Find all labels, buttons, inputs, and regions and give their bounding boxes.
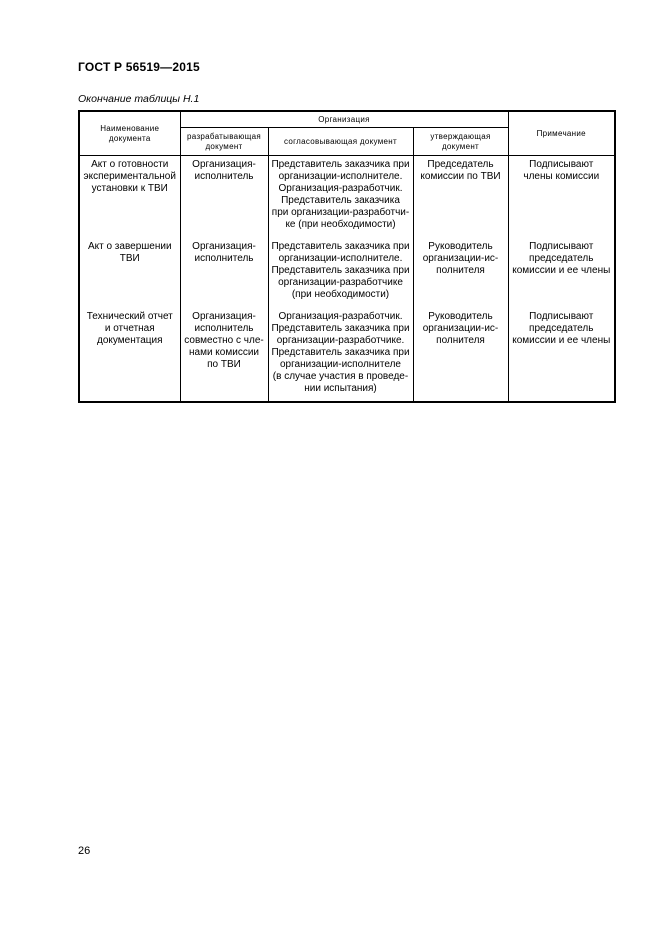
cell-doc-name: Акт о готовности экспериментальной установки к ТВИ: [79, 156, 180, 240]
table-row: [79, 309, 615, 402]
cell-developing: Организация- исполнитель: [180, 239, 268, 309]
cell-developing: Организация- исполнитель совместно с чле- нами комиссии по ТВИ: [180, 309, 268, 402]
cell-doc-name: Технический отчет и отчетная документация: [79, 309, 180, 402]
table-container: [78, 110, 614, 403]
header-developing: разрабатывающая документ: [180, 128, 268, 156]
cell-agreeing: Организация-разработчик. Представитель заказчика при организации-разработчике. Представитель заказчика при организации-исполнителе (в случае участия в проведе- нии испытания): [268, 309, 413, 402]
cell-doc-name: Акт о завершении ТВИ: [79, 239, 180, 309]
table-row: [79, 239, 615, 309]
cell-agreeing: Представитель заказчика при организации-исполнителе. Представитель заказчика при организации-разработчике (при необходимости): [268, 239, 413, 309]
header-organization: Организация: [180, 111, 508, 128]
cell-note: Подписывают члены комиссии: [508, 156, 615, 240]
cell-note: Подписывают председатель комиссии и ее члены: [508, 239, 615, 309]
header-approving: утверждающая документ: [413, 128, 508, 156]
page-number: 26: [78, 845, 91, 857]
cell-note: Подписывают председатель комиссии и ее члены: [508, 309, 615, 402]
documents-table: [78, 110, 616, 403]
cell-approving: Председатель комиссии по ТВИ: [413, 156, 508, 240]
table-row: [79, 156, 615, 240]
cell-approving: Руководитель организации-ис- полнителя: [413, 239, 508, 309]
header-note: Примечание: [508, 111, 615, 156]
table-caption: Окончание таблицы Н.1: [78, 93, 200, 105]
header-agreeing: согласовывающая документ: [268, 128, 413, 156]
cell-approving: Руководитель организации-ис- полнителя: [413, 309, 508, 402]
document-title: ГОСТ Р 56519—2015: [78, 60, 200, 74]
cell-developing: Организация- исполнитель: [180, 156, 268, 240]
header-doc-name: Наименование документа: [79, 111, 180, 156]
cell-agreeing: Представитель заказчика при организации-исполнителе. Организация-разработчик. Представитель заказчика при организации-разработчи- ке (при необходимости): [268, 156, 413, 240]
